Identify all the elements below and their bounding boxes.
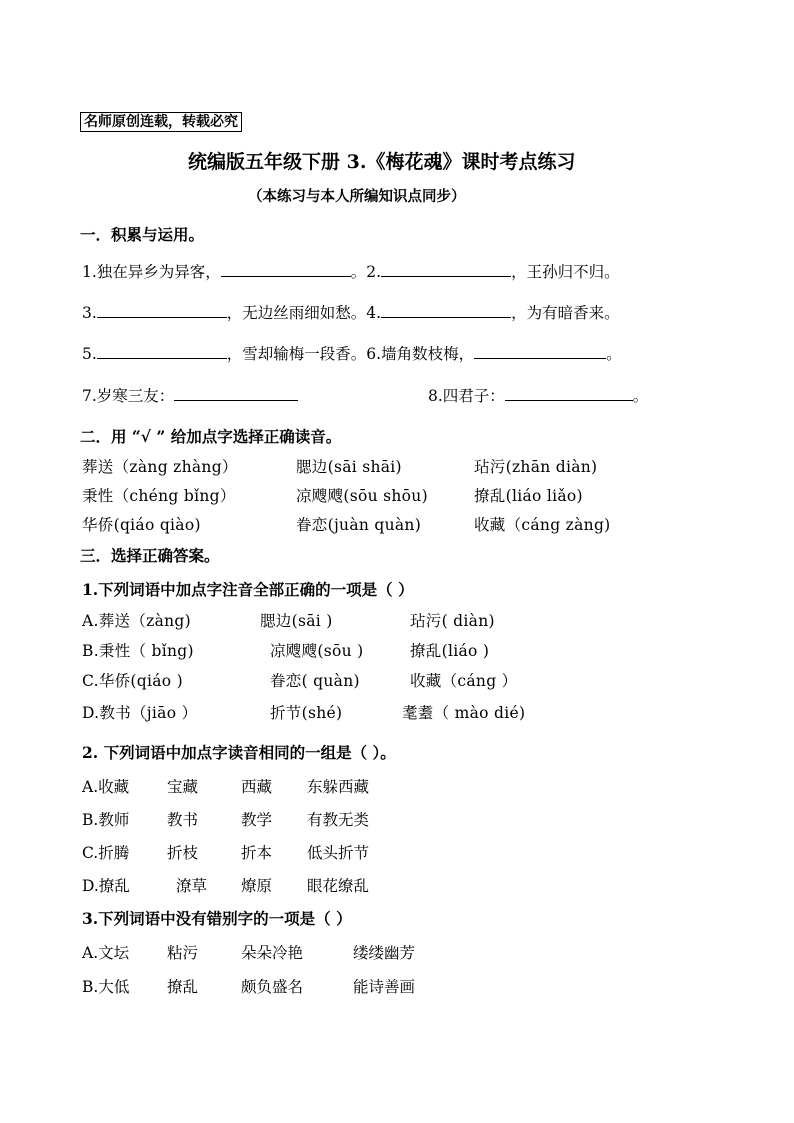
q1-option-a-item: 玷污( diàn) <box>410 612 495 630</box>
q3-word: 能诗善画 <box>353 978 416 996</box>
q1-option-d-item: 耄耋（ mào dié) <box>402 704 526 722</box>
q2-word: 宝藏 <box>167 778 199 796</box>
answer-blank[interactable] <box>97 303 227 318</box>
q1-option-c-item: 收藏（cáng ） <box>410 672 518 690</box>
text: ，为有暗香来。 <box>511 304 620 322</box>
copyright-stamp: 名师原创连载，转载必究 <box>80 112 242 132</box>
section2-heading: 二．用 “√ ” 给加点字选择正确读音。 <box>80 427 342 446</box>
q3-word: 颇负盛名 <box>241 978 304 996</box>
text: 。2. <box>350 263 382 281</box>
text: ，无边丝雨细如愁。4. <box>226 304 382 322</box>
q1-option-a-item: 腮边(sāi ) <box>260 612 333 630</box>
q3-word: 撩乱 <box>167 978 199 996</box>
text: 8.四君子： <box>428 387 505 405</box>
q1-option-b-item: 撩乱(liáo ) <box>410 642 490 660</box>
answer-blank[interactable] <box>474 344 606 359</box>
q1-option-a: A.葬送（zàng) <box>82 612 191 630</box>
q3-option-b: B.大低 <box>82 978 130 996</box>
answer-blank[interactable] <box>381 262 511 277</box>
section1-heading: 一．积累与运用。 <box>80 225 205 244</box>
q2-word: 西藏 <box>241 778 273 796</box>
pinyin-item: 眷恋(juàn quàn) <box>296 516 422 534</box>
answer-blank[interactable] <box>174 386 298 401</box>
q1-option-c-item: 眷恋( quàn) <box>270 672 360 690</box>
text: ，王孙归不归。 <box>511 263 620 281</box>
text: 1.独在异乡为异客， <box>82 263 221 281</box>
q2-word: 折枝 <box>167 844 199 862</box>
pinyin-item: 葬送（zàng zhàng） <box>82 458 238 476</box>
text: 7.岁寒三友： <box>82 387 175 405</box>
text: 。 <box>606 345 622 363</box>
question-1-stem: 1.下列词语中加点字注音全部正确的一项是（ ） <box>82 580 414 599</box>
fill-line-1 <box>82 262 620 282</box>
pinyin-item: 华侨(qiáo qiào) <box>82 516 201 534</box>
question-2-stem: 2. 下列词语中加点字读音相同的一组是（ ）。 <box>82 743 396 762</box>
text: 。 <box>632 387 649 405</box>
q2-word: 有教无类 <box>307 811 370 829</box>
page-subtitle: （本练习与本人所编知识点同步） <box>248 188 466 205</box>
q2-word: 潦草 <box>176 877 208 895</box>
q2-word: 东躲西藏 <box>307 778 370 796</box>
q3-word: 粘污 <box>167 944 199 962</box>
q2-word: 折本 <box>241 844 273 862</box>
fill-line-4 <box>82 386 298 406</box>
pinyin-item: 凉飕飕(sōu shōu) <box>296 487 428 505</box>
q2-word: 教学 <box>241 811 273 829</box>
answer-blank[interactable] <box>97 344 227 359</box>
q1-option-c: C.华侨(qiáo ) <box>82 672 184 690</box>
text: 3. <box>82 304 97 322</box>
q2-word: 眼花缭乱 <box>307 877 370 895</box>
section3-heading: 三．选择正确答案。 <box>80 546 220 565</box>
fill-line-2 <box>82 303 620 323</box>
text: 5. <box>82 345 97 363</box>
answer-blank[interactable] <box>381 303 511 318</box>
q1-option-d-item: 折节(shé) <box>270 704 343 722</box>
q2-word: 教书 <box>167 811 199 829</box>
q3-option-a: A.文坛 <box>82 944 130 962</box>
pinyin-item: 撩乱(liáo liǎo) <box>474 487 583 505</box>
q2-option-a: A.收藏 <box>82 778 130 796</box>
text: ，雪却输梅一段香。6.墙角数枝梅， <box>226 345 475 363</box>
pinyin-item: 秉性（chéng bǐng） <box>82 487 236 505</box>
question-3-stem: 3.下列词语中没有错别字的一项是（ ） <box>82 909 352 928</box>
answer-blank[interactable] <box>505 386 633 401</box>
q2-word: 低头折节 <box>307 844 370 862</box>
fill-line-4b <box>428 386 648 406</box>
answer-blank[interactable] <box>221 262 351 277</box>
page-title: 统编版五年级下册 3.《梅花魂》课时考点练习 <box>188 151 576 173</box>
q3-word: 缕缕幽芳 <box>353 944 416 962</box>
pinyin-item: 腮边(sāi shāi) <box>296 458 402 476</box>
q2-option-c: C.折腾 <box>82 844 130 862</box>
pinyin-item: 收藏（cáng zàng) <box>474 516 611 534</box>
q3-word: 朵朵冷艳 <box>241 944 304 962</box>
fill-line-3 <box>82 344 622 364</box>
q1-option-d: D.教书（jiāo ） <box>82 704 198 722</box>
q1-option-b: B.秉性（ bǐng) <box>82 642 194 660</box>
q2-option-b: B.教师 <box>82 811 130 829</box>
q1-option-b-item: 凉飕飕(sōu ) <box>270 642 364 660</box>
q2-option-d: D.撩乱 <box>82 877 130 895</box>
q2-word: 燎原 <box>241 877 273 895</box>
pinyin-item: 玷污(zhān diàn) <box>474 458 598 476</box>
